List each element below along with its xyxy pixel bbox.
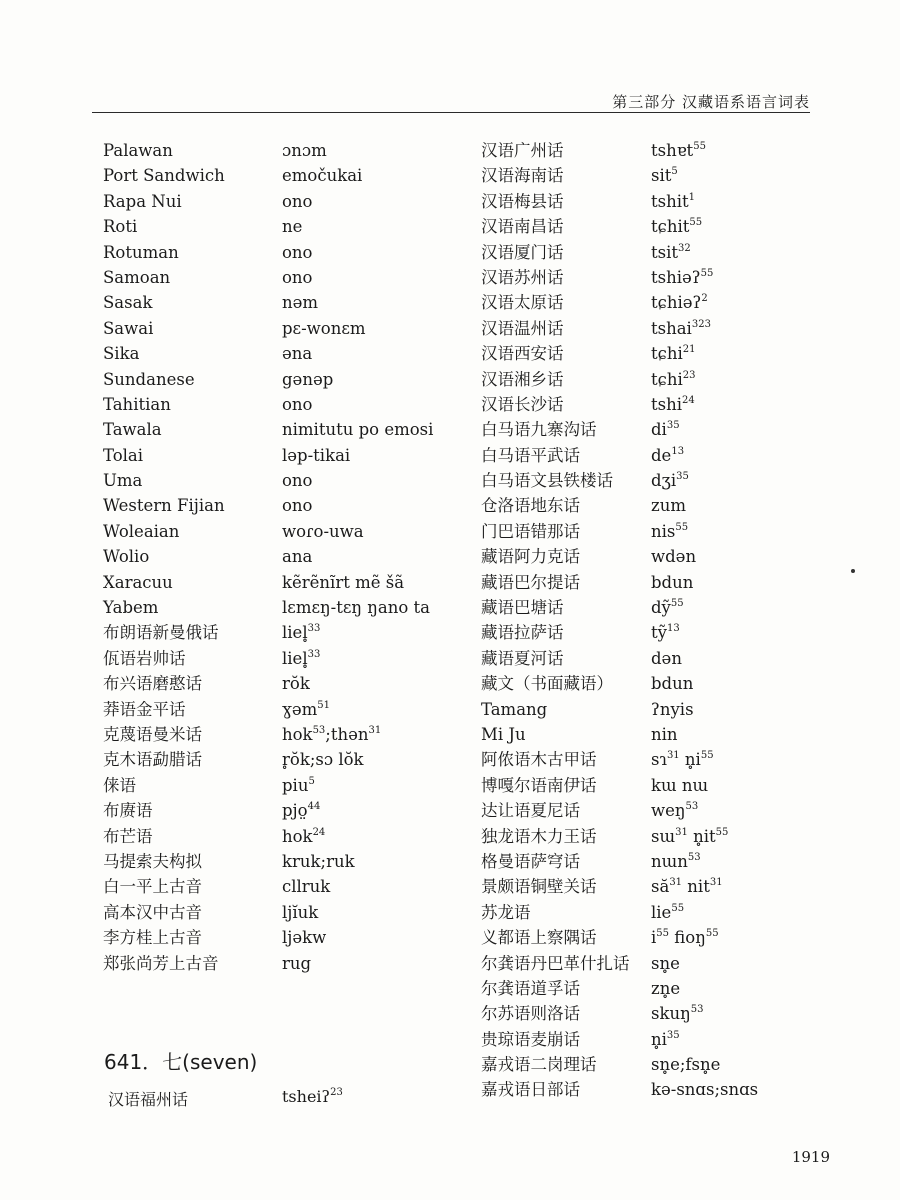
form-text: de [651,445,672,465]
entry-language: 汉语苏州话 [481,267,564,287]
tone-superscript: 2 [701,293,708,305]
entry-language: Uma [103,471,143,491]
entry-language: 藏语阿力克话 [481,547,580,567]
entry-form [651,468,831,493]
entry-language: 佤语岩帅话 [103,648,186,668]
entry-language: 布朗语新曼俄话 [103,623,219,643]
entry-language: Sawai [103,318,154,338]
entry-form [651,849,831,874]
stray-mark [851,569,855,573]
entry-form [651,316,831,341]
form-text: liel̥ [282,648,308,668]
tone-superscript: 55 [670,598,684,610]
form-text: i [651,928,657,948]
entry-language: Sasak [103,293,153,313]
entry-form [651,443,831,468]
form-text: n̥i [651,1029,667,1049]
form-text: ono [282,242,313,262]
entry-form [651,900,831,925]
tone-superscript: 5 [671,166,678,178]
entry-language: 贵琼语麦崩话 [481,1029,580,1049]
form-text: kruk;ruk [282,851,355,871]
tone-superscript: 55 [689,217,703,229]
page-number: 1919 [791,1148,830,1166]
entry-form [651,240,831,265]
right-form-column [651,138,831,1103]
entry-language: 尔龚语道孚话 [481,978,580,998]
tone-superscript: 55 [700,267,714,279]
entry-form [282,392,477,417]
entry-form [282,773,477,798]
form-text: tɕhi [651,344,683,364]
tone-superscript: 53 [690,1004,704,1016]
form-text: ləp-tikai [282,445,351,465]
form-text: tshai [651,318,692,338]
form-text: əna [282,344,313,364]
tone-superscript: 33 [307,648,321,660]
entry-language: 汉语长沙话 [481,394,564,414]
form-text: nɯn [651,851,688,871]
entry-language: 汉语南昌话 [481,217,564,237]
right-language-column [481,138,649,1103]
entry-form [282,189,477,214]
entry-language: Tolai [103,445,144,465]
form-text: sɿ [651,750,667,770]
entry-form [282,849,477,874]
entry-language: Palawan [103,141,173,160]
entry-language: Tawala [103,420,162,440]
form-text: ɔnɔm [282,141,327,160]
entry-form [282,367,477,392]
entry-form [651,722,831,747]
entry-language: 汉语梅县话 [481,191,564,211]
form-text: ono [282,496,313,516]
entry-language: 景颇语铜壁关话 [481,877,597,897]
entry-language: Roti [103,217,138,237]
entry-form [651,392,831,417]
entry-form [651,773,831,798]
header-title: 第三部分 汉藏语系语言词表 [612,93,810,111]
entry-form [651,976,831,1001]
entry-language: 白马语九寨沟话 [481,420,597,440]
tone-superscript: 13 [671,445,685,457]
form-text: ono [282,267,313,287]
entry-language: 汉语海南话 [481,166,564,186]
form-text: di [651,420,667,440]
entry-language: Western Fijian [103,496,225,516]
form-text: sit [651,166,672,186]
form-text: wdən [651,547,697,567]
form-text: woɾo-uwa [282,521,364,541]
form-text: tỹ [651,623,667,643]
entry-language: 苏龙语 [481,902,531,922]
form-text-second: nit [682,877,710,897]
entry-form [282,900,477,925]
form-text: tɕhi [651,369,683,389]
entry-language: 白马语文县铁楼话 [481,471,613,491]
tone-superscript: 53 [687,851,701,863]
entry-language: 白马语平武话 [481,445,580,465]
entry-form [282,544,477,569]
form-text: ɣəm [282,699,318,719]
entry-form [651,747,831,772]
entry-language: 仓洛语地东话 [481,496,580,516]
entry-language: 布兴语磨憨话 [103,674,202,694]
tone-superscript: 1 [688,191,696,203]
entry-language: 汉语厦门话 [481,242,564,262]
entry-form [651,1001,831,1026]
form-text: ne [282,217,303,237]
tone-superscript: 31 [666,750,680,762]
tone-superscript: 53 [312,724,326,736]
tone-superscript: 5 [308,775,315,787]
tone-superscript: 55 [671,902,685,914]
form-text: ljəkw [282,928,327,948]
entry-form [282,265,477,290]
form-text: hok [282,724,313,744]
tone-superscript: 24 [312,826,326,838]
form-text: rug [282,953,312,973]
form-text: piu [282,775,309,795]
entry-form [282,240,477,265]
entry-form [282,138,477,163]
form-text: tsheiʔ [282,1087,331,1106]
tone-superscript: 35 [666,420,680,432]
form-text: lie [651,902,672,922]
entry-form [282,290,477,315]
entry-language: 尔龚语丹巴革什扎话 [481,953,630,973]
form-text: ono [282,191,313,211]
section-entry-form [282,1087,343,1106]
entry-language: 藏语巴尔提话 [481,572,580,592]
entry-language: 白一平上古音 [103,877,202,897]
form-text: bdun [651,572,694,592]
form-text: dən [651,648,682,668]
entry-language: 藏语拉萨话 [481,623,564,643]
entry-language: 尔苏语则洛话 [481,1004,580,1024]
entry-language: 义都语上察隅话 [481,928,597,948]
entry-language: 阿侬语木古甲话 [481,750,597,770]
entry-form [651,214,831,239]
entry-language: 汉语湘乡话 [481,369,564,389]
entry-form [651,1077,831,1102]
entry-form [282,697,477,722]
entry-language: 莽语金平话 [103,699,186,719]
entry-form [651,1027,831,1052]
entry-language: 布芒语 [103,826,153,846]
entry-form [282,163,477,188]
entry-form [282,722,477,747]
tone-superscript: 55 [675,521,689,533]
form-text: dʒi [651,471,677,491]
tone-superscript-second: 55 [700,750,714,762]
form-text: ono [282,471,313,491]
form-text-second: ;thən [325,724,369,744]
tone-superscript: 35 [676,471,689,483]
tone-superscript: 53 [685,801,699,813]
entry-form [282,316,477,341]
entry-language: 俫语 [103,775,136,795]
form-text: gənəp [282,369,334,389]
entry-language: 嘉戎语二岗理话 [481,1055,597,1075]
entry-form [651,367,831,392]
entry-form [651,519,831,544]
entry-form [282,214,477,239]
entry-language: 李方桂上古音 [103,928,202,948]
entry-language: 独龙语木力王话 [481,826,597,846]
entry-form [282,747,477,772]
entry-form [651,570,831,595]
form-text: ana [282,547,313,567]
entry-form [651,544,831,569]
entry-language: 嘉戎语日部话 [481,1080,580,1100]
tone-superscript: 31 [669,877,683,889]
form-text: weŋ [651,801,686,821]
entry-language: 藏语夏河话 [481,648,564,668]
tone-superscript: 23 [330,1087,343,1098]
entry-language: 高本汉中古音 [103,902,202,922]
entry-language: Port Sandwich [103,166,225,186]
entry-language: 汉语温州话 [481,318,564,338]
entry-form [651,595,831,620]
entry-form [651,925,831,950]
tone-superscript: 51 [317,699,331,711]
entry-language: Tahitian [103,394,171,414]
form-text: cllruk [282,877,331,897]
entry-form [651,824,831,849]
form-text: liel̥ [282,623,308,643]
entry-form [282,620,477,645]
entry-form [651,341,831,366]
form-text-second: n̥i [679,750,701,770]
entry-form [651,493,831,518]
entry-form [651,646,831,671]
tone-superscript: 21 [682,344,696,356]
entry-language: 汉语广州话 [481,141,564,160]
section-heading: 641．七(seven) [104,1050,258,1074]
form-text: tɕhiəʔ [651,293,702,313]
form-text: bdun [651,674,694,694]
form-text-second: n̥it [687,826,716,846]
entry-language: Woleaian [103,521,180,541]
form-text: tshiəʔ [651,267,701,287]
form-text: pjo̤ [282,801,308,821]
tone-superscript: 24 [682,394,695,406]
entry-language: 克木语勐腊话 [103,750,202,770]
tone-superscript-second: 31 [368,724,382,736]
entry-form [282,468,477,493]
form-text: dỹ [651,598,671,618]
form-text: ono [282,394,313,414]
tone-superscript: 44 [307,801,321,813]
section-entry-language: 汉语福州话 [108,1090,189,1109]
form-text: lɛmɛŋ-tɛŋ ŋano ta [282,598,431,618]
form-text: nin [651,724,678,744]
entry-language: 藏语巴塘话 [481,598,564,618]
entry-language: Sundanese [103,369,195,389]
entry-form [651,1052,831,1077]
entry-language: Xaracuu [103,572,173,592]
entry-form [282,951,477,976]
entry-form [651,671,831,696]
entry-language: 郑张尚芳上古音 [103,953,219,973]
form-text: să [651,877,670,897]
form-text: nis [651,521,676,541]
entry-language: 克蔑语曼米话 [103,724,202,744]
entry-form [282,443,477,468]
entry-language: Mi Ju [481,724,526,744]
form-text: pɛ-wonɛm [282,318,366,338]
form-text: sn̥e [651,953,680,973]
tone-superscript: 33 [307,623,321,635]
tone-superscript: 55 [656,928,670,940]
entry-language: Rotuman [103,242,179,262]
entry-form [651,138,831,163]
entry-form [651,265,831,290]
form-text-second: fioŋ [669,928,706,948]
form-text: sn̥e;fsn̥e [651,1055,721,1075]
entry-form [651,951,831,976]
entry-language: Yabem [103,598,159,618]
entry-form [651,163,831,188]
left-language-column [103,138,278,976]
tone-superscript: 323 [691,318,711,330]
entry-language: 达让语夏尼话 [481,801,580,821]
entry-form [651,798,831,823]
form-text: kə-snɑs;snɑs [651,1080,759,1100]
tone-superscript: 13 [666,623,680,635]
entry-language: 门巴语错那话 [481,521,580,541]
tone-superscript-second: 31 [709,877,723,889]
entry-form [282,646,477,671]
entry-language: Tamang [481,699,548,719]
form-text: zum [651,496,686,516]
entry-form [651,189,831,214]
entry-language: Rapa Nui [103,191,182,211]
left-form-column [282,138,477,976]
form-text: ljĭuk [282,902,319,922]
form-text: nəm [282,293,319,313]
entry-form [282,570,477,595]
tone-superscript: 31 [675,826,688,838]
form-text: rŏk [282,674,310,694]
entry-form [651,620,831,645]
entry-language: 汉语西安话 [481,344,564,364]
form-text: sɯ [651,826,676,846]
entry-form [282,925,477,950]
header-rule [92,112,810,113]
entry-form [282,874,477,899]
entry-form [282,824,477,849]
entry-language: 汉语太原话 [481,293,564,313]
form-text: tɕhit [651,217,690,237]
tone-superscript: 35 [666,1029,680,1041]
entry-language: 藏文（书面藏语） [481,674,613,694]
form-text: ʔnyis [651,699,694,719]
form-text: hok [282,826,313,846]
form-text: tshi [651,394,683,414]
entry-form [282,798,477,823]
entry-form [282,671,477,696]
entry-form [282,493,477,518]
entry-language: 布赓语 [103,801,153,821]
form-text: zn̥e [651,978,681,998]
entry-language: Sika [103,344,140,364]
entry-form [282,341,477,366]
entry-form [651,417,831,442]
form-text: tshɐt [651,141,694,160]
form-text: nimitutu po emosi [282,420,434,440]
entry-language: 格曼语萨穹话 [481,851,580,871]
tone-superscript: 23 [682,369,696,381]
tone-superscript: 32 [678,242,691,254]
entry-form [651,290,831,315]
form-text: r̥ŏk;sɔ lŏk [282,750,364,770]
tone-superscript-second: 55 [715,826,729,838]
form-text: emočukai [282,166,363,186]
entry-form [282,417,477,442]
form-text: kẽrẽnĩrt mẽ šã [282,572,405,592]
entry-language: Samoan [103,267,171,287]
entry-form [651,697,831,722]
form-text: kɯ nɯ [651,775,709,795]
tone-superscript-second: 55 [705,928,719,940]
form-text: tshit [651,191,689,211]
entry-form [282,519,477,544]
entry-form [282,595,477,620]
entry-language: Wolio [103,547,150,567]
entry-language: 博嘎尔语南伊话 [481,775,597,795]
tone-superscript: 55 [693,141,706,152]
entry-language: 马提索夫构拟 [103,851,202,871]
form-text: skuŋ [651,1004,691,1024]
entry-form [651,874,831,899]
form-text: tsit [651,242,679,262]
